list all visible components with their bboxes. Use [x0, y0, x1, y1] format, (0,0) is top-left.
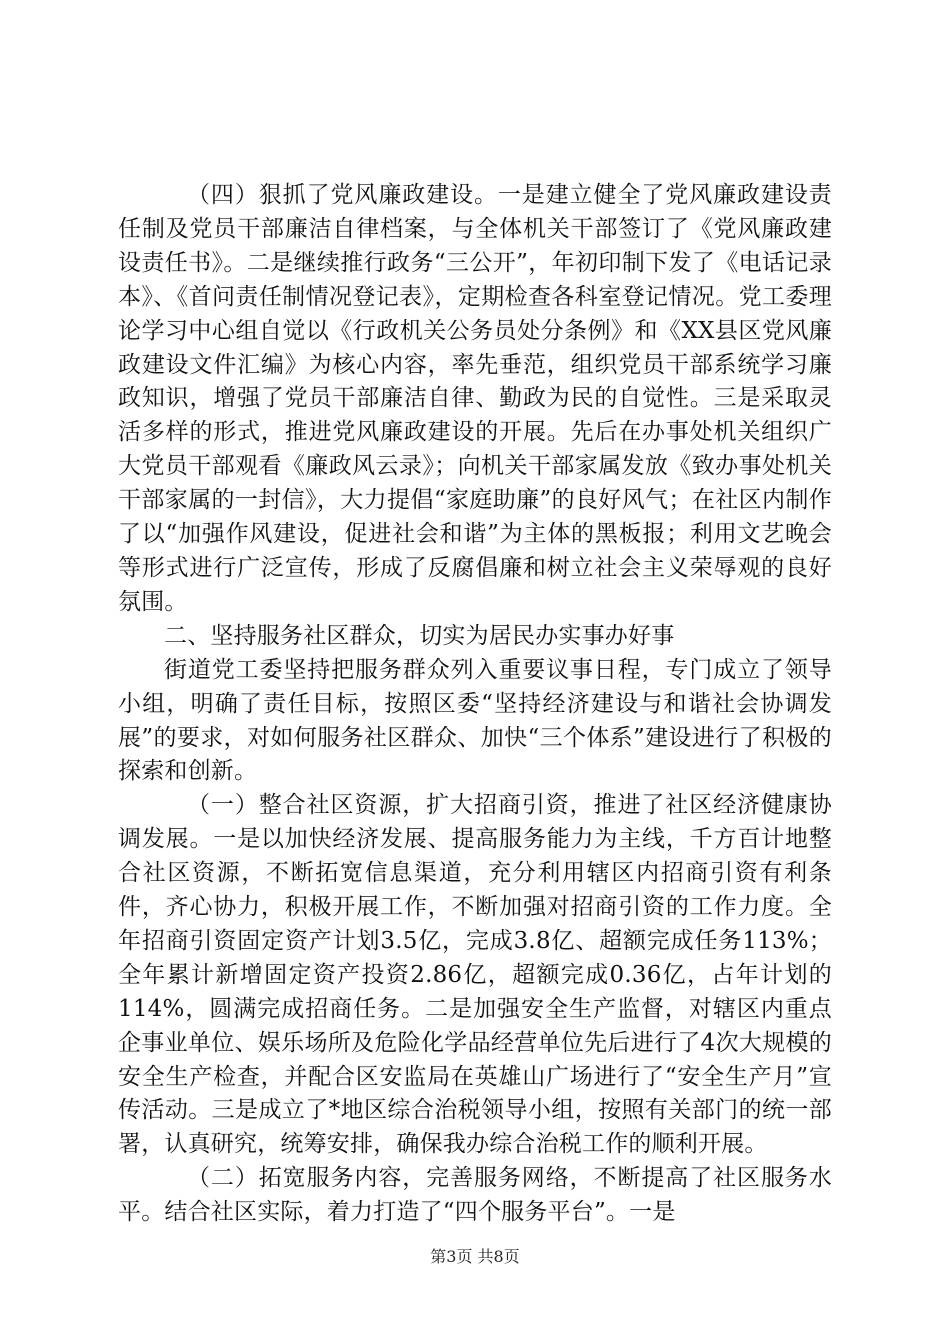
paragraph-expand-services: （二）拓宽服务内容，完善服务网络，不断提高了社区服务水平。结合社区实际，着力打造了“四个服务平台”。一是	[118, 1165, 832, 1226]
document-body	[118, 179, 832, 1230]
paragraph-party-integrity: （四）狠抓了党风廉政建设。一是建立健全了党风廉政建设责任制及党员干部廉洁自律档案，与全体机关干部签订了《党风廉政建设责任书》。二是继续推行政务“三公开”，年初印制下发了《电话记录本》、《首问责任制情况登记表》，定期检查各科室登记情况。党工委理论学习中心组自觉以《行政机关公务员处分条例》和《XX县区党风廉政建设文件汇编》为核心内容，率先垂范，组织党员干部系统学习廉政知识，增强了党员干部廉洁自律、勤政为民的自觉性。三是采取灵活多样的形式，推进党风廉政建设的开展。先后在办事处机关组织广大党员干部观看《廉政风云录》；向机关干部家属发放《致办事处机关干部家属的一封信》，大力提倡“家庭助廉”的良好风气；在社区内制作了以“加强作风建设，促进社会和谐”为主体的黑板报；利用文艺晚会等形式进行广泛宣传，形成了反腐倡廉和树立社会主义荣辱观的良好氛围。	[118, 182, 832, 615]
paragraph-integrate-resources: （一）整合社区资源，扩大招商引资，推进了社区经济健康协调发展。一是以加快经济发展、提高服务能力为主线，千方百计地整合社区资源，不断拓宽信息渠道，充分利用辖区内招商引资有利条件，齐心协力，积极开展工作，不断加强对招商引资的工作力度。全年招商引资固定资产计划3.5亿，完成3.8亿、超额完成任务113%；全年累计新增固定资产投资2.86亿，超额完成0.36亿，占年计划的114%，圆满完成招商任务。二是加强安全生产监督，对辖区内重点企事业单位、娱乐场所及危险化学品经营单位先后进行了4次大规模的安全生产检查，并配合区安监局在英雄山广场进行了“安全生产月”宣传活动。三是成立了*地区综合治税领导小组，按照有关部门的统一部署，认真研究，统筹安排，确保我办综合治税工作的顺利开展。	[118, 792, 832, 1158]
section-heading-community-service: 二、坚持服务社区群众，切实为居民办实事办好事	[164, 622, 675, 649]
page-number-label: 第3页 共8页	[430, 1247, 520, 1266]
paragraph-section-two-intro: 街道党工委坚持把服务群众列入重要议事日程，专门成立了领导小组，明确了责任目标，按照区委“坚持经济建设与和谐社会协调发展”的要求，对如何服务社区群众、加快“三个体系”建设进行了积极的探索和创新。	[118, 656, 832, 785]
page-footer	[0, 1247, 950, 1267]
